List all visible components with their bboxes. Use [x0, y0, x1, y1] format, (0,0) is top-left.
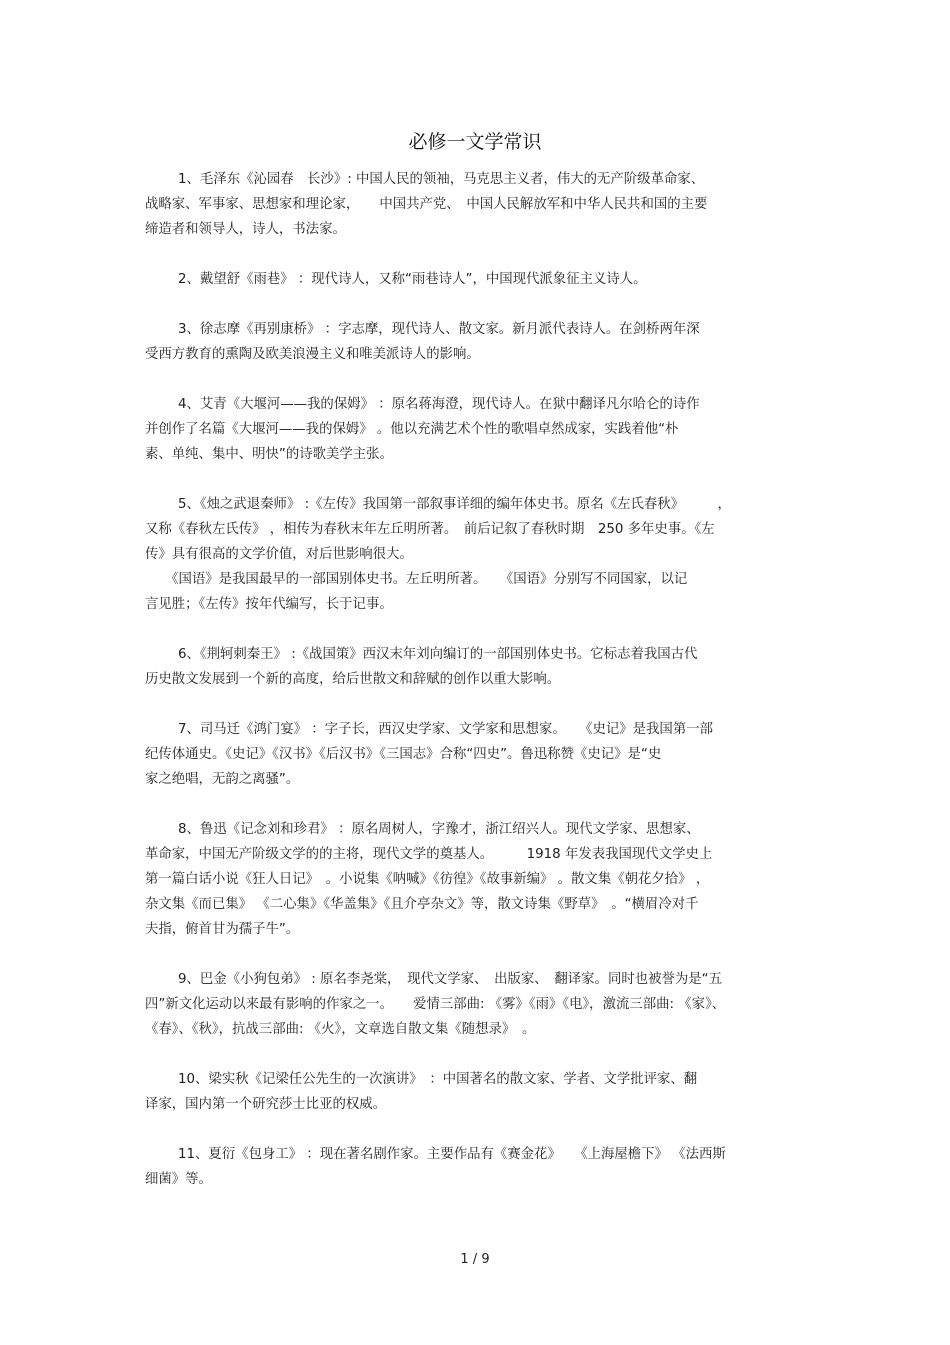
text-line: 又称《春秋左氏传》 ，相传为春秋末年左丘明所著。 前后记叙了春秋时期 250 多年史事。《左: [145, 522, 715, 537]
paragraph-8: [145, 817, 810, 942]
text-line: 9、巴金《小狗包弟》 : 原名李尧棠， 现代文学家、 出版家、 翻译家。同时也被誉为是“五: [178, 972, 723, 987]
text-line: 8、鲁迅《记念刘和珍君》 ：原名周树人，字豫才，浙江绍兴人。现代文学家、思想家、: [178, 822, 700, 837]
paragraph-spacer: [145, 367, 810, 392]
paragraph-6: [145, 642, 810, 692]
text-line: 纪传体通史。《史记》《汉书》《后汉书》《三国志》合称“四史”。鲁迅称赞《史记》是“史: [145, 747, 662, 762]
paragraph-spacer: [145, 467, 810, 492]
paragraph-2: [145, 267, 810, 292]
text-line: 10、梁实秋《记梁任公先生的一次演讲》 ：中国著名的散文家、学者、文学批评家、翻: [178, 1072, 698, 1087]
paragraph-1: [145, 167, 810, 242]
paragraph-5: [145, 492, 810, 617]
text-line: 受西方教育的熏陶及欧美浪漫主义和唯美派诗人的影响。: [145, 347, 480, 362]
text-line: 革命家，中国无产阶级文学的的主将，现代文学的奠基人。 1918 年发表我国现代文学史上: [145, 847, 713, 862]
text-line: 家之绝唱，无韵之离骚”。: [145, 772, 300, 787]
text-line: 6、《荆轲刺秦王》 :《战国策》西汉末年刘向编订的一部国别体史书。它标志着我国古代: [178, 647, 698, 662]
paragraph-spacer: [145, 692, 810, 717]
text-line: 缔造者和领导人，诗人，书法家。: [145, 222, 346, 237]
text-line: 第一篇白话小说《狂人日记》 。小说集《呐喊》《彷徨》《故事新编》 。散文集《朝花夕拾》 ，: [145, 872, 710, 887]
text-line: 4、艾青《大堰河——我的保姆》 ：原名蒋海澄，现代诗人。在狱中翻译凡尔哈仑的诗作: [178, 397, 700, 412]
paragraph-9: [145, 967, 810, 1042]
text-line: 杂文集《而已集》 《二心集》《华盖集》《且介亭杂文》等，散文诗集《野草》 。“横眉冷对千: [145, 897, 699, 912]
text-line: 5、《烛之武退秦师》 :《左传》我国第一部叙事详细的编年体史书。原名《左氏春秋》 ，: [178, 497, 731, 512]
paragraph-spacer: [145, 1117, 810, 1142]
text-line: 历史散文发展到一个新的高度，给后世散文和辞赋的创作以重大影响。: [145, 672, 561, 687]
paragraph-spacer: [145, 242, 810, 267]
paragraph-spacer: [145, 1042, 810, 1067]
text-line: 传》具有很高的文学价值，对后世影响很大。: [145, 547, 413, 562]
text-line: 《国语》是我国最早的一部国别体史书。左丘明所著。 《国语》分别写不同国家，以记: [145, 572, 688, 587]
document-body: [145, 167, 810, 1192]
text-line: 素、单纯、集中、明快”的诗歌美学主张。: [145, 447, 393, 462]
text-line: 四”新文化运动以来最有影响的作家之一。 爱情三部曲: 《雾》《雨》《电》，激流三部曲: 《家》、: [145, 997, 726, 1012]
paragraph-3: [145, 317, 810, 367]
paragraph-spacer: [145, 942, 810, 967]
text-line: 细菌》等。: [145, 1172, 212, 1187]
page-number: 1 / 9: [460, 1252, 490, 1267]
text-line: 1、毛泽东《沁园春 长沙》: 中国人民的领袖，马克思主义者，伟大的无产阶级革命家、: [178, 172, 705, 187]
text-line: 夫指，俯首甘为孺子牛”。: [145, 922, 300, 937]
paragraph-10: [145, 1067, 810, 1117]
paragraph-spacer: [145, 792, 810, 817]
text-line: 并创作了名篇《大堰河——我的保姆》 。他以充满艺术个性的歌唱卓然成家，实践着他“朴: [145, 422, 679, 437]
text-line: 2、戴望舒《雨巷》 ：现代诗人，又称“雨巷诗人”，中国现代派象征主义诗人。: [178, 272, 647, 287]
text-line: 译家，国内第一个研究莎士比亚的权威。: [145, 1097, 387, 1112]
text-line: 11、夏衍《包身工》 ：现在著名剧作家。主要作品有《赛金花》 《上海屋檐下》 《法西斯: [178, 1147, 726, 1162]
text-line: 7、司马迁《鸿门宴》 ：字子长，西汉史学家、文学家和思想家。 《史记》是我国第一部: [178, 722, 713, 737]
text-line: 3、徐志摩《再别康桥》 ：字志摩，现代诗人、散文家。新月派代表诗人。在剑桥两年深: [178, 322, 700, 337]
paragraph-11: [145, 1142, 810, 1192]
text-line: 战略家、军事家、思想家和理论家， 中国共产党、 中国人民解放军和中华人民共和国的主要: [145, 197, 708, 212]
paragraph-spacer: [145, 617, 810, 642]
page-title: 必修一文学常识: [408, 131, 542, 153]
text-line: 《春》、《秋》，抗战三部曲: 《火》，文章选自散文集《随想录》 。: [145, 1022, 536, 1037]
text-line: 言见胜；《左传》按年代编写，长于记事。: [145, 597, 393, 612]
paragraph-spacer: [145, 292, 810, 317]
paragraph-7: [145, 717, 810, 792]
paragraph-4: [145, 392, 810, 467]
